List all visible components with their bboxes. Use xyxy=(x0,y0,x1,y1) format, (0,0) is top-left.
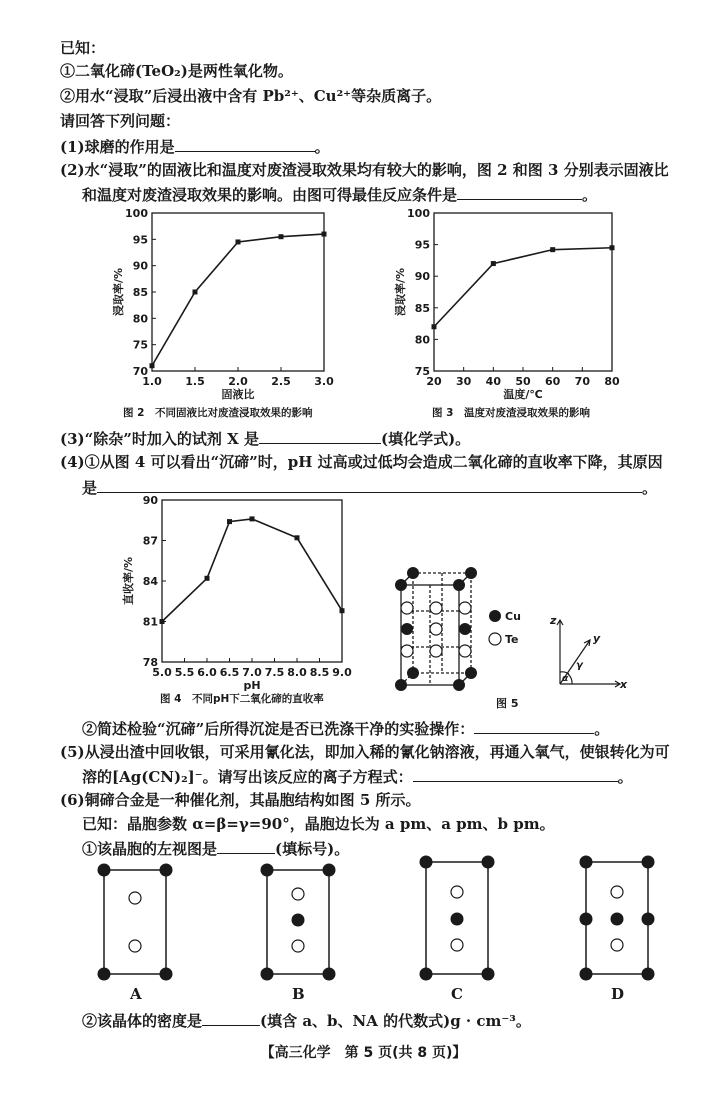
question-4-part-2 xyxy=(82,718,609,739)
cu-atom xyxy=(482,968,495,981)
x-tick-label: 9.0 xyxy=(332,666,352,679)
question-6-part-2 xyxy=(82,1010,531,1031)
answer-blank-3[interactable] xyxy=(259,428,381,444)
x-tick-label: 5.0 xyxy=(152,666,172,679)
known-item-1: ①二氧化碲(TeO₂)是两性氧化物。 xyxy=(60,62,293,80)
te-atom xyxy=(430,645,442,657)
answer-blank-5[interactable] xyxy=(474,718,594,734)
data-point xyxy=(550,247,555,252)
option-c-label[interactable]: C xyxy=(451,985,463,1003)
te-atom xyxy=(459,602,471,614)
x-tick-label: 1.5 xyxy=(185,375,205,388)
cu-atom xyxy=(323,968,336,981)
series-line xyxy=(434,248,612,327)
question-5-end: 。 xyxy=(617,768,633,786)
y-tick-label: 90 xyxy=(142,494,158,507)
data-point xyxy=(322,232,327,237)
cu-atom xyxy=(160,968,173,981)
question-2-line-2 xyxy=(82,184,597,205)
cu-atom xyxy=(642,856,655,869)
x-tick-label: 7.5 xyxy=(264,666,285,679)
cu-atom xyxy=(98,864,111,877)
x-tick-label: 70 xyxy=(574,375,590,388)
y-tick-label: 90 xyxy=(414,270,430,284)
figure-2-caption: 图 2 不同固液比对废渣浸取效果的影响 xyxy=(123,407,313,419)
x-axis-title: 温度/℃ xyxy=(503,388,543,401)
x-tick-label: 8.5 xyxy=(309,666,330,679)
cu-atom xyxy=(453,579,465,591)
option-a-label[interactable]: A xyxy=(130,985,142,1003)
y-tick-label: 100 xyxy=(407,207,430,220)
te-atom xyxy=(451,939,463,951)
y-tick-label: 80 xyxy=(132,312,148,326)
x-tick-label: 3.0 xyxy=(314,375,334,388)
answer-blank-8[interactable] xyxy=(202,1010,260,1026)
y-tick-label: 70 xyxy=(132,365,148,378)
question-4-line-2 xyxy=(82,477,657,498)
answer-blank-6[interactable] xyxy=(413,766,618,782)
y-tick-label: 85 xyxy=(132,286,148,299)
cu-atom xyxy=(160,864,173,877)
te-atom xyxy=(292,888,304,900)
cu-legend-marker xyxy=(489,610,501,622)
cu-atom xyxy=(465,567,477,579)
data-point xyxy=(236,239,241,244)
question-4-line-1: (4)①从图 4 可以看出“沉碲”时，pH 过高或过低均会造成二氧化碲的直收率下降，其原因 xyxy=(60,453,663,471)
z-axis-label: z xyxy=(550,614,557,627)
plot-frame xyxy=(162,500,342,662)
te-legend-marker xyxy=(489,633,501,645)
question-2-line-1: (2)水“浸取”的固液比和温度对废渣浸取效果均有较大的影响，图 2 和图 3 分别表示固液比 xyxy=(60,161,669,179)
y-axis-title: 浸取率/% xyxy=(394,267,407,317)
x-tick-label: 6.0 xyxy=(197,666,217,679)
y-axis-title: 直收率/% xyxy=(122,556,135,606)
cu-atom xyxy=(261,968,274,981)
data-point xyxy=(250,516,255,521)
y-axis-label: y xyxy=(593,632,601,645)
cu-atom xyxy=(453,679,465,691)
x-axis-title: 固液比 xyxy=(221,388,255,401)
te-atom xyxy=(430,623,442,635)
question-3-text: (3)“除杂”时加入的试剂 X 是 xyxy=(60,430,259,448)
known-item-2: ②用水“浸取”后浸出液中含有 Pb²⁺、Cu²⁺等杂质离子。 xyxy=(60,87,442,105)
cu-atom xyxy=(482,856,495,869)
y-tick-label: 75 xyxy=(132,338,148,352)
question-5-line-2 xyxy=(82,766,633,787)
data-point xyxy=(279,234,284,239)
y-tick-label: 90 xyxy=(132,259,148,273)
te-atom xyxy=(611,939,623,951)
cu-atom xyxy=(451,913,464,926)
x-tick-label: 60 xyxy=(545,375,561,388)
series-line xyxy=(152,234,324,366)
cu-atom xyxy=(465,667,477,679)
cu-atom xyxy=(420,968,433,981)
cu-legend-label: Cu xyxy=(505,610,521,623)
te-legend-label: Te xyxy=(505,633,519,646)
cu-atom xyxy=(580,968,593,981)
cu-atom xyxy=(407,667,419,679)
question-3 xyxy=(60,428,470,449)
question-1 xyxy=(60,136,330,157)
cu-atom xyxy=(98,968,111,981)
y-tick-label: 100 xyxy=(125,207,148,220)
x-tick-label: 2.0 xyxy=(228,375,248,388)
data-point xyxy=(295,535,300,540)
te-atom xyxy=(459,645,471,657)
plot-frame xyxy=(434,213,612,371)
question-4-part-2-end: 。 xyxy=(594,720,610,738)
question-heading: 请回答下列问题： xyxy=(60,112,181,130)
x-axis-label: x xyxy=(620,678,628,691)
option-c-diagram[interactable] xyxy=(418,852,498,982)
x-tick-label: 50 xyxy=(515,375,531,388)
question-6: (6)铜碲合金是一种催化剂，其晶胞结构如图 5 所示。 xyxy=(60,791,421,809)
known-heading: 已知： xyxy=(60,39,106,57)
y-tick-label: 75 xyxy=(414,365,430,378)
x-tick-label: 6.5 xyxy=(219,666,240,679)
question-6-known: 已知：晶胞参数 α=β=γ=90°，晶胞边长为 a pm、a pm、b pm。 xyxy=(82,815,555,833)
y-tick-label: 80 xyxy=(414,333,430,347)
question-6-part-1-end: (填标号)。 xyxy=(275,840,350,858)
te-atom xyxy=(292,940,304,952)
y-axis-title: 浸取率/% xyxy=(112,267,125,317)
te-atom xyxy=(401,602,413,614)
x-tick-label: 30 xyxy=(456,375,472,388)
question-4-text: 是 xyxy=(82,479,98,497)
answer-blank-7[interactable] xyxy=(217,838,275,854)
gamma-label: γ xyxy=(576,660,583,671)
x-tick-label: 40 xyxy=(485,375,501,388)
question-4-part-2-text: ②简述检验“沉碲”后所得沉淀是否已洗涤干净的实验操作： xyxy=(82,720,475,738)
cu-atom xyxy=(642,913,655,926)
x-tick-label: 8.0 xyxy=(287,666,307,679)
data-point xyxy=(150,363,155,368)
answer-blank-1[interactable] xyxy=(175,136,315,152)
x-axis-title: pH xyxy=(243,679,261,692)
figure-5-legend xyxy=(488,608,548,648)
cu-atom xyxy=(292,914,305,927)
x-tick-label: 5.5 xyxy=(174,666,195,679)
y-tick-label: 87 xyxy=(142,534,158,548)
x-tick-label: 7.0 xyxy=(242,666,262,679)
figure-4-chart xyxy=(122,494,362,693)
te-atom xyxy=(451,886,463,898)
x-tick-label: 20 xyxy=(426,375,442,388)
data-point xyxy=(160,619,165,624)
x-tick-label: 1.0 xyxy=(142,375,162,388)
question-5-text: 溶的[Ag(CN)₂]⁻。请写出该反应的离子方程式： xyxy=(82,768,413,786)
cu-atom xyxy=(580,913,593,926)
te-atom xyxy=(401,645,413,657)
option-b-label[interactable]: B xyxy=(292,985,305,1003)
question-3-end: (填化学式)。 xyxy=(380,430,471,448)
cu-atom xyxy=(420,856,433,869)
te-atom xyxy=(129,940,141,952)
data-point xyxy=(205,576,210,581)
answer-blank-2[interactable] xyxy=(457,184,582,200)
data-point xyxy=(432,324,437,329)
te-atom xyxy=(129,892,141,904)
data-point xyxy=(193,290,198,295)
figure-5-caption: 图 5 xyxy=(496,697,519,710)
y-tick-label: 95 xyxy=(132,233,148,247)
cu-atom xyxy=(642,968,655,981)
figure-2-chart xyxy=(100,205,340,405)
question-6-part-1 xyxy=(82,838,349,859)
option-b-diagram[interactable] xyxy=(259,862,339,982)
data-point xyxy=(227,519,232,524)
question-6-part-2-end: (填含 a、b、NA 的代数式)g · cm⁻³。 xyxy=(260,1012,531,1030)
alpha-label: α xyxy=(562,674,569,684)
cu-atom xyxy=(407,567,419,579)
question-1-text: (1)球磨的作用是 xyxy=(60,138,175,156)
coordinate-axes-diagram xyxy=(540,612,630,692)
question-4-end: 。 xyxy=(642,479,658,497)
answer-blank-4[interactable] xyxy=(97,477,642,493)
y-tick-label: 81 xyxy=(142,615,158,629)
cu-atom xyxy=(261,864,274,877)
option-a-diagram[interactable] xyxy=(96,862,176,982)
option-d-label[interactable]: D xyxy=(611,985,625,1003)
te-atom xyxy=(430,602,442,614)
figure-4-caption: 图 4 不同pH下二氧化碲的直收率 xyxy=(160,693,324,705)
cu-atom xyxy=(395,579,407,591)
data-point xyxy=(610,245,615,250)
cu-atom xyxy=(611,913,624,926)
question-6-part-1-text: ①该晶胞的左视图是 xyxy=(82,840,218,858)
te-atom xyxy=(611,886,623,898)
question-5-line-1: (5)从浸出渣中回收银，可采用氰化法，即加入稀的氰化钠溶液，再通入氧气，使银转化为可 xyxy=(60,743,670,761)
figure-3-caption: 图 3 温度对废渣浸取效果的影响 xyxy=(432,407,590,419)
series-line xyxy=(162,519,342,622)
question-1-end: 。 xyxy=(314,138,330,156)
question-6-part-2-text: ②该晶体的密度是 xyxy=(82,1012,203,1030)
x-tick-label: 2.5 xyxy=(271,375,291,388)
y-tick-label: 85 xyxy=(414,301,430,315)
plot-frame xyxy=(152,213,324,371)
y-tick-label: 95 xyxy=(414,238,430,252)
y-tick-label: 78 xyxy=(142,656,158,669)
question-2-text: 和温度对废渣浸取效果的影响。由图可得最佳反应条件是 xyxy=(82,186,458,204)
figure-5-unit-cell xyxy=(385,565,485,690)
data-point xyxy=(491,261,496,266)
y-tick-label: 84 xyxy=(142,575,158,588)
data-point xyxy=(340,608,345,613)
page-footer: 【高三化学 第 5 页(共 8 页)】 xyxy=(260,1045,467,1061)
option-d-diagram[interactable] xyxy=(578,852,658,982)
cu-atom xyxy=(401,623,413,635)
cu-atom xyxy=(323,864,336,877)
question-2-end: 。 xyxy=(582,186,598,204)
cu-atom xyxy=(395,679,407,691)
figure-3-chart xyxy=(382,205,622,405)
cu-atom xyxy=(580,856,593,869)
x-tick-label: 80 xyxy=(604,375,620,388)
cu-atom xyxy=(459,623,471,635)
